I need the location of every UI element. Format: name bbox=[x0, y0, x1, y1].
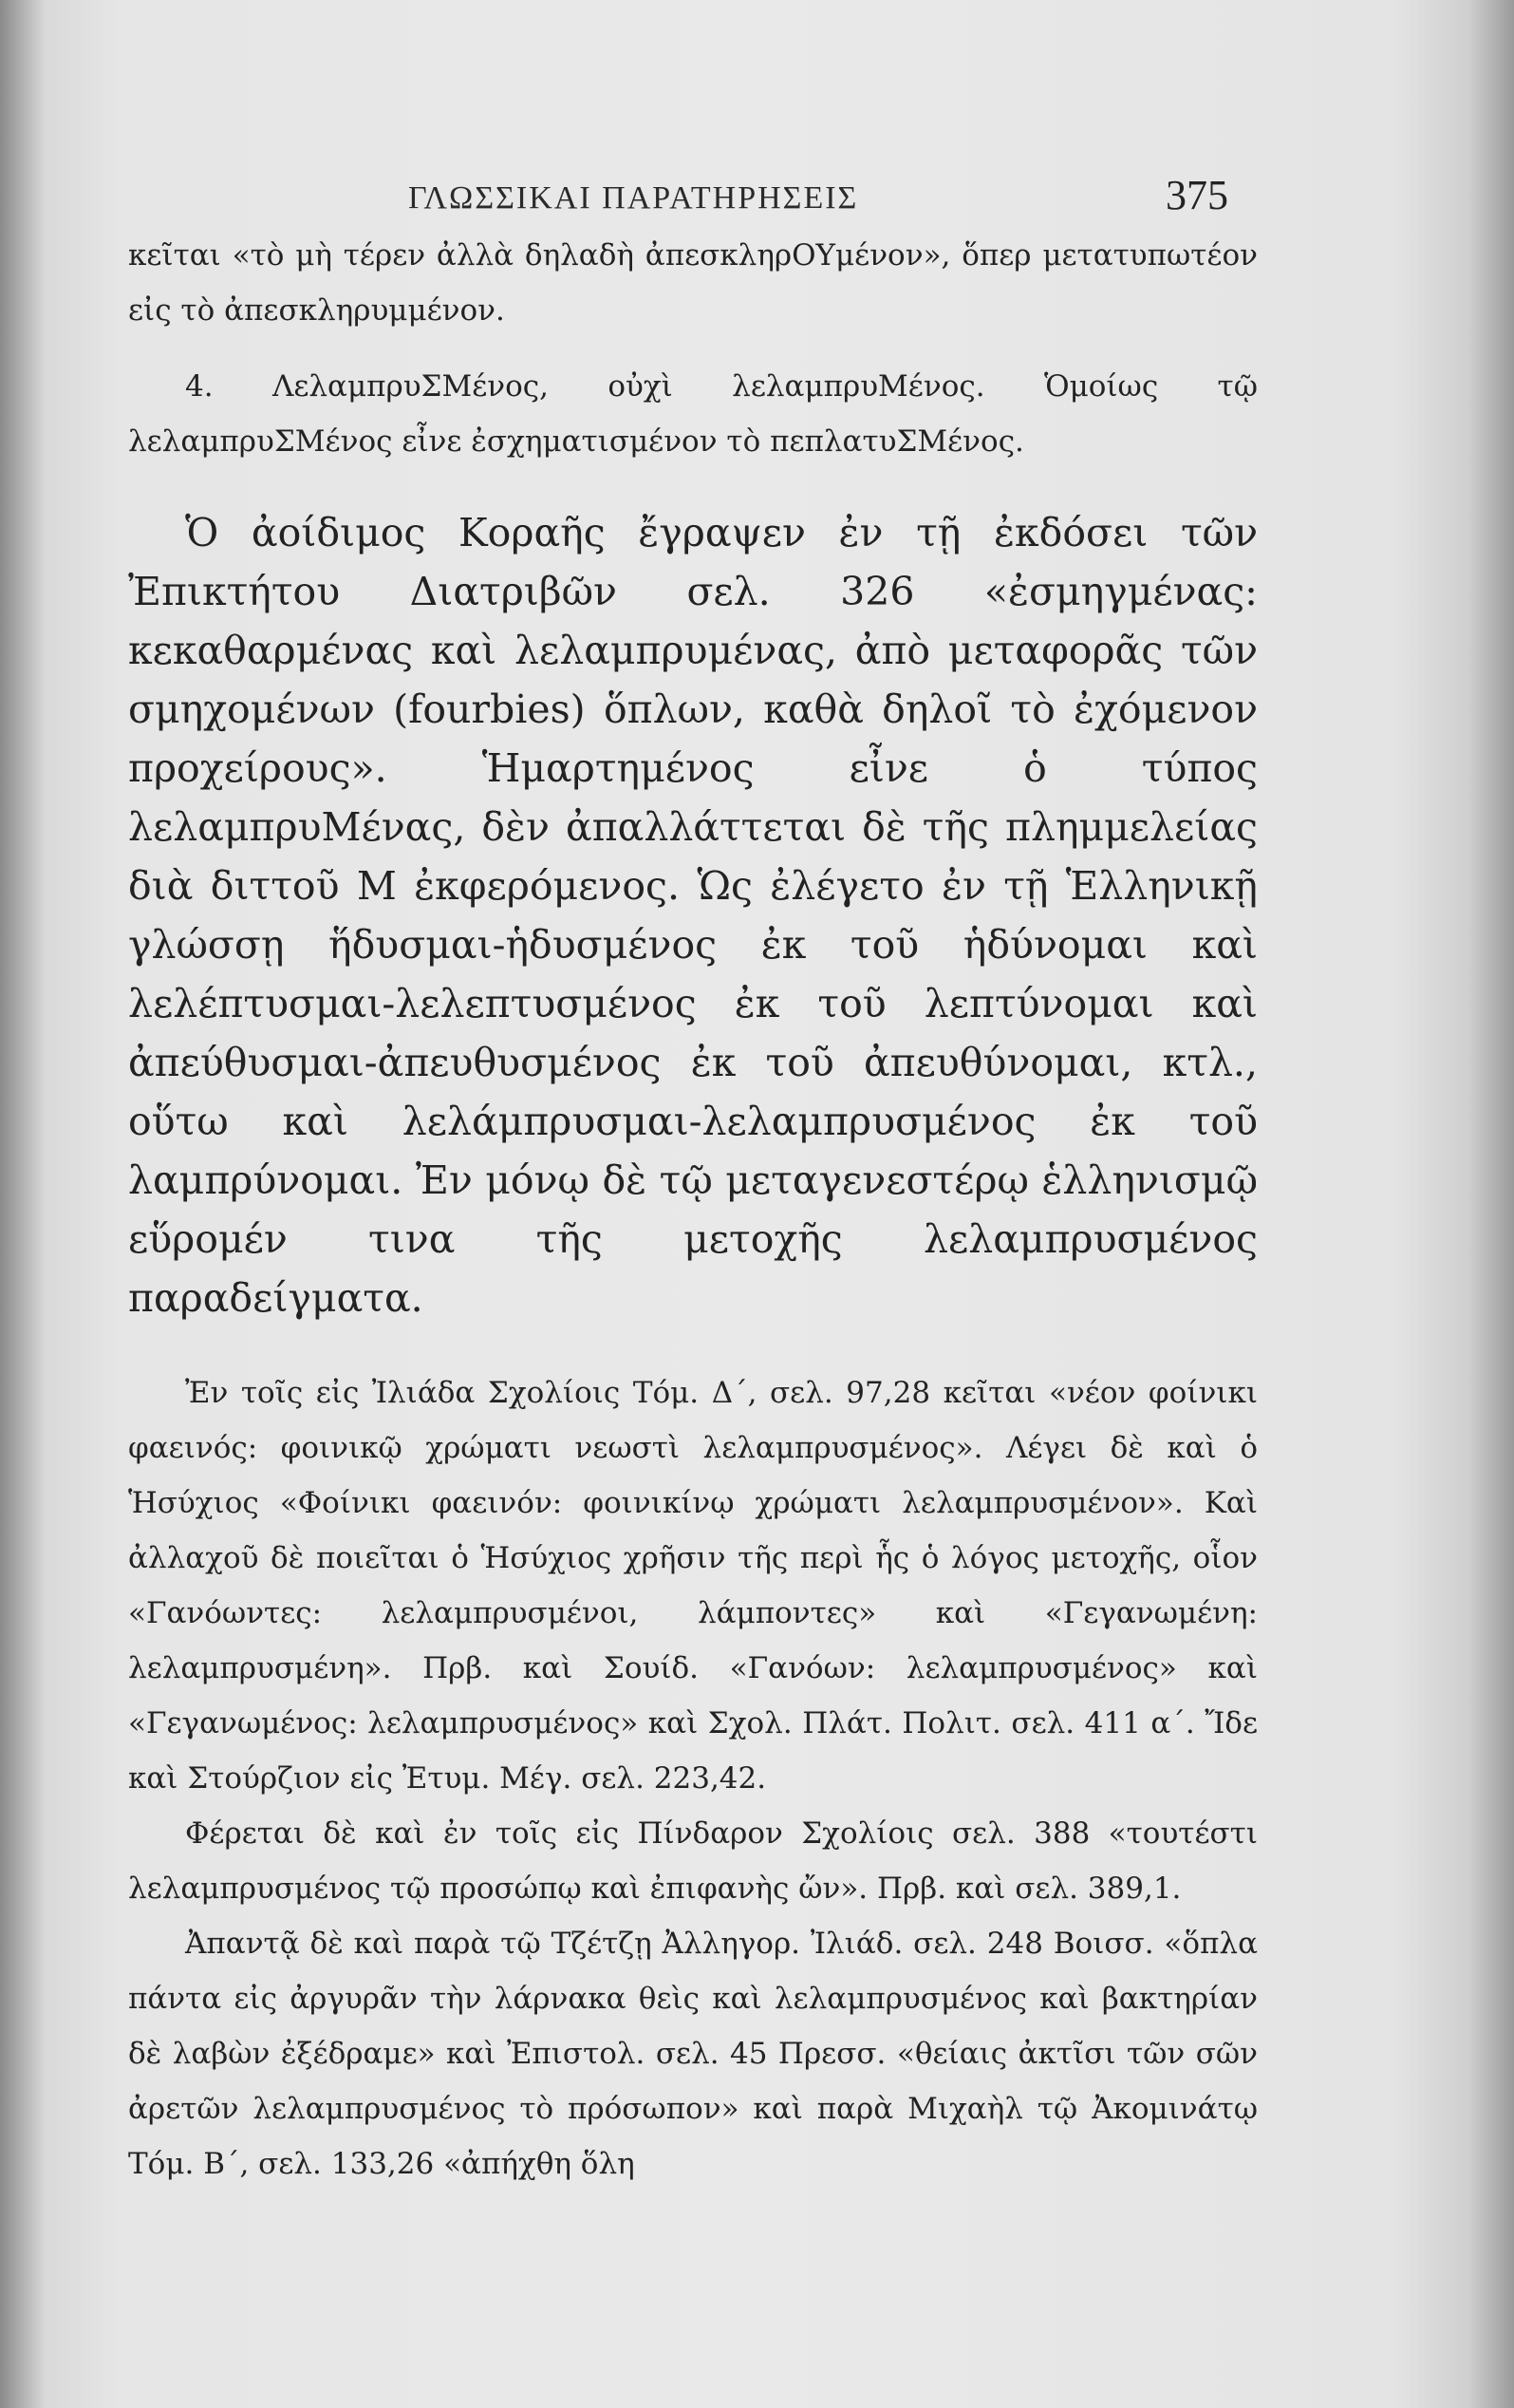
page-number: 375 bbox=[1166, 172, 1228, 218]
page-header bbox=[0, 171, 1514, 218]
paragraph-1: κεῖται «τὸ μὴ τέρεν ἀλλὰ δηλαδὴ ἀπεσκληρΟΥμένον», ὅπερ μετατυπωτέον εἰς τὸ ἀπεσκληρυμμένον. bbox=[128, 238, 1258, 328]
paragraph-3: Ὁ ἀοίδιμος Κοραῆς ἔγραψεν ἐν τῇ ἐκδόσει τῶν Ἐπικτήτου Διατριβῶν σελ. 326 «ἐσμηγμένας: κεκαθαρμένας καὶ λελαμπρυμένας, ἀπὸ μεταφορᾶς τῶν σμηχομένων (fourbies) ὅπλων, καθὰ δηλοῖ τὸ ἐχόμενον προχείρους». Ἡμαρτημένος εἶνε ὁ τύπος λελαμπρυΜένας, δὲν ἀπαλλάττεται δὲ τῆς πλημμελείας διὰ διττοῦ Μ ἐκφερόμενος. Ὡς ἐλέγετο ἐν τῇ Ἑλληνικῇ γλώσσῃ ἥδυσμαι-ἡδυσμένος ἐκ τοῦ ἡδύνομαι καὶ λελέπτυσμαι-λελεπτυσμένος ἐκ τοῦ λεπτύνομαι καὶ ἀπεύθυσμαι-ἀπευθυσμένος ἐκ τοῦ ἀπευθύνομαι, κτλ., οὕτω καὶ λελάμπρυσμαι-λελαμπρυσμένος ἐκ τοῦ λαμπρύνομαι. Ἐν μόνῳ δὲ τῷ μεταγενεστέρῳ ἑλληνισμῷ εὕρομέν τινα τῆς μετοχῆς λελαμπρυσμένος παραδείγματα. bbox=[128, 510, 1258, 1321]
running-head: ΓΛΩΣΣΙΚΑΙ ΠΑΡΑΤΗΡΗΣΕΙΣ bbox=[408, 180, 859, 216]
paragraph-2: 4. ΛελαμπρυΣΜένος, οὐχὶ λελαμπρυΜένος. Ὁμοίως τῷ λελαμπρυΣΜένος εἶνε ἐσχηματισμένον τὸ πεπλατυΣΜένος. bbox=[128, 369, 1258, 459]
paragraph-4: Ἐν τοῖς εἰς Ἰλιάδα Σχολίοις Τόμ. Δ΄, σελ. 97,28 κεῖται «νέον φοίνικι φαεινός: φοινικῷ χρώματι νεωστὶ λελαμπρυσμένος». Λέγει δὲ καὶ ὁ Ἡσύχιος «Φοίνικι φαεινόν: φοινικίνῳ χρώματι λελαμπρυσμένον». Καὶ ἀλλαχοῦ δὲ ποιεῖται ὁ Ἡσύχιος χρῆσιν τῆς περὶ ἧς ὁ λόγος μετοχῆς, οἷον «Γανόωντες: λελαμπρυσμένοι, λάμποντες» καὶ «Γεγανωμένη: λελαμπρυσμένη». Πρβ. καὶ Σουίδ. «Γανόων: λελαμπρυσμένος» καὶ «Γεγανωμένος: λελαμπρυσμένος» καὶ Σχολ. Πλάτ. Πολιτ. σελ. 411 α΄. Ἴδε καὶ Στούρζιον εἰς Ἐτυμ. Μέγ. σελ. 223,42. bbox=[128, 1376, 1258, 1796]
paragraph-6: Ἀπαντᾷ δὲ καὶ παρὰ τῷ Τζέτζῃ Ἀλληγορ. Ἰλιάδ. σελ. 248 Βοισσ. «ὅπλα πάντα εἰς ἀργυρᾶν τὴν λάρνακα θεὶς καὶ λελαμπρυσμένος καὶ βακτηρίαν δὲ λαβὼν ἐξέδραμε» καὶ Ἐπιστολ. σελ. 45 Πρεσσ. «θείαις ἀκτῖσι τῶν σῶν ἀρετῶν λελαμπρυσμένος τὸ πρόσωπον» καὶ παρὰ Μιχαὴλ τῷ Ἀκομινάτῳ Τόμ. Β΄, σελ. 133,26 «ἀπήχθη ὅλη bbox=[128, 1927, 1258, 2181]
page-body bbox=[128, 228, 1258, 2192]
paragraph-5: Φέρεται δὲ καὶ ἐν τοῖς εἰς Πίνδαρον Σχολίοις σελ. 388 «τουτέστι λελαμπρυσμένος τῷ προσώπῳ καὶ ἐπιφανὴς ὤν». Πρβ. καὶ σελ. 389,1. bbox=[128, 1816, 1258, 1906]
